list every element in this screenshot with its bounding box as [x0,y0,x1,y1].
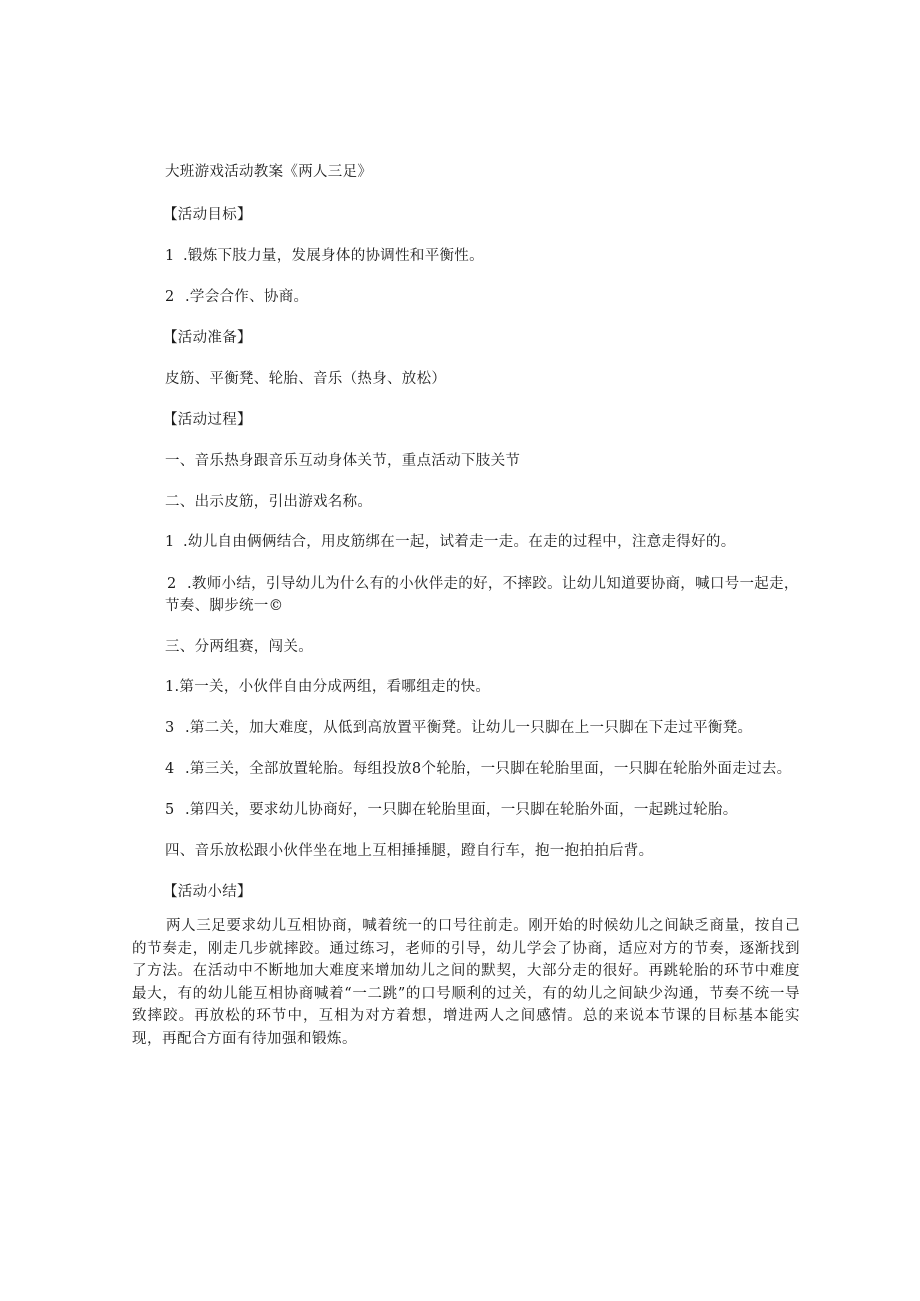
summary-paragraph: 两人三足要求幼儿互相协商，喊着统一的口号往前走。刚开始的时候幼儿之间缺乏商量，按自己的节奏走，刚走几步就摔跤。通过练习，老师的引导，幼儿学会了协商，适应对方的节奏，逐渐找到了方法。在活动中不断地加大难度来增加幼儿之间的默契，大部分走的很好。再跳轮胎的环节中难度最大，有的幼儿能互相协商喊着“一二跳”的口号顺利的过关，有的幼儿之间缺少沟通，节奏不统一导致摔跤。再放松的环节中，互相为对方着想，增进两人之间感情。总的来说本节课的目标基本能实现，再配合方面有待加强和锻炼。 [132,918,800,1047]
process-step-3: 三、分两组赛，闯关。 [165,639,313,655]
step-3-4-number: 5 [165,802,175,818]
process-step-3-4 [165,800,738,820]
step-3-3-text: .第三关，全部放置轮胎。每组投放8个轮胎，一只脚在轮胎里面，一只脚在轮胎外面走过去。 [185,761,792,777]
step-2-1-number: 1 [165,534,175,550]
goal-1-number: 1 [165,248,175,264]
process-step-2-1 [165,532,736,552]
process-step-3-2 [165,718,752,738]
process-step-4: 四、音乐放松跟小伙伴坐在地上互相捶捶腿，蹬自行车，抱一抱拍拍后背。 [165,843,654,859]
goal-1 [165,246,484,266]
process-heading: 【活动过程】 [163,412,252,428]
goal-2-number: 2 [165,289,175,305]
step-2-2-number: 2 [167,576,177,592]
process-step-3-1: 1.第一关，小伙伴自由分成两组，看哪组走的快。 [165,679,491,695]
goal-2 [165,287,308,307]
process-step-2: 二、出示皮筋，引出游戏名称。 [165,494,373,510]
step-3-2-number: 3 [165,720,175,736]
process-step-2-2 [167,574,799,594]
process-step-2-2-continued: 节奏、脚步统一© [165,598,284,614]
prep-heading: 【活动准备】 [163,330,252,346]
process-step-1: 一、音乐热身跟音乐互动身体关节，重点活动下肢关节 [165,453,521,469]
step-3-3-number: 4 [165,761,175,777]
goal-1-text: .锻炼下肢力量，发展身体的协调性和平衡性。 [183,248,484,264]
process-step-3-3 [165,759,791,779]
summary-heading: 【活动小结】 [163,884,252,900]
step-3-4-text: .第四关，要求幼儿协商好，一只脚在轮胎里面，一只脚在轮胎外面，一起跳过轮胎。 [185,802,738,818]
step-3-2-text: .第二关，加大难度，从低到高放置平衡凳。让幼儿一只脚在上一只脚在下走过平衡凳。 [185,720,753,736]
document-title: 大班游戏活动教案《两人三足》 [165,164,373,180]
step-2-1-text: .幼儿自由俩俩结合，用皮筋绑在一起，试着走一走。在走的过程中，注意走得好的。 [183,534,736,550]
step-2-2-text: .教师小结，引导幼儿为什么有的小伙伴走的好，不摔跤。让幼儿知道要协商，喊口号一起走， [187,576,799,592]
goals-heading: 【活动目标】 [163,207,252,223]
goal-2-text: .学会合作、协商。 [185,289,309,305]
prep-text: 皮筋、平衡凳、轮胎、音乐（热身、放松） [165,371,447,387]
